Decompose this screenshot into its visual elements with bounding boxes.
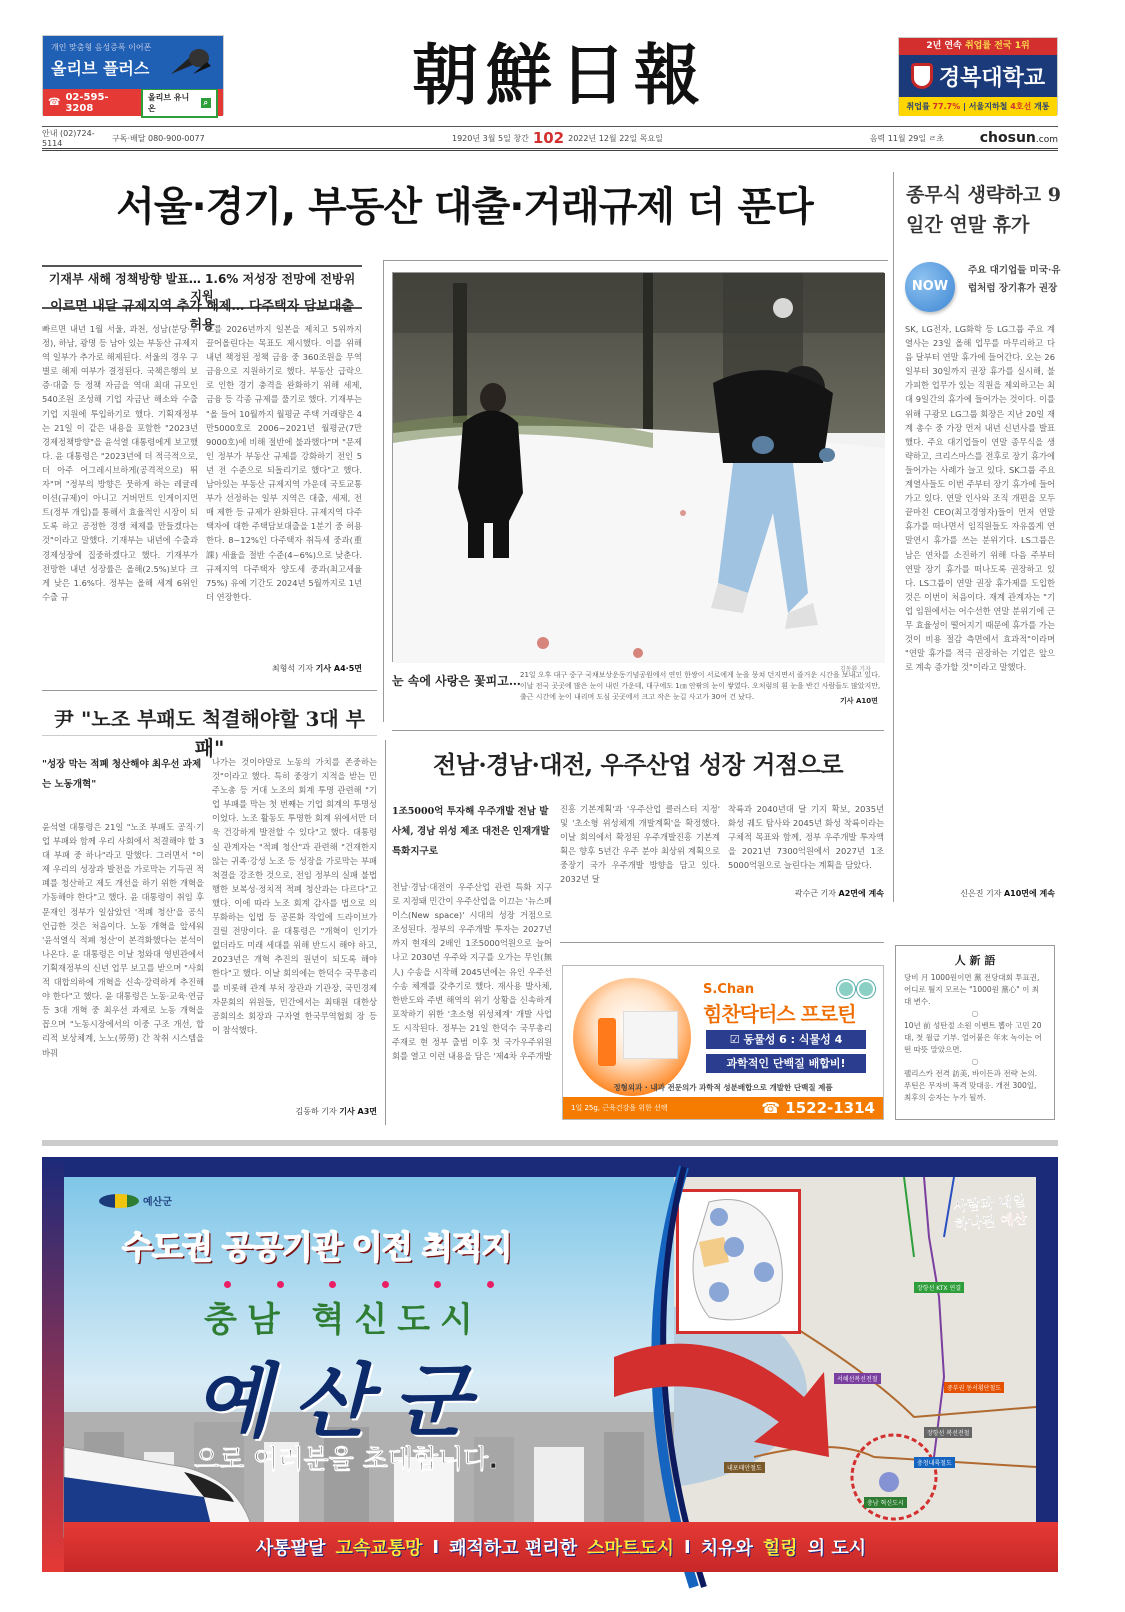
space-byline: 곽수근 기자 A2면에 계속 — [794, 889, 884, 898]
site-link[interactable]: chosun.com — [979, 130, 1058, 146]
section-rule-2 — [42, 735, 377, 736]
photo-caption-ref: 기사 A10면 — [840, 697, 878, 705]
ad-kyungbok-university[interactable] — [898, 37, 1058, 115]
certification-badges — [837, 980, 875, 998]
ad-headline-4: 으로 여러분을 초대합니다. — [194, 1445, 499, 1475]
space-body-col1: 전남·경남·대전이 우주산업 관련 특화 지구로 지정돼 민간이 우주산업을 이끄는 '뉴스페이스(New space)' 시대의 성장 거점으로 조성된다. 정부의 우주개발 투자는 2027년까지 현재의 2배인 1조5000억원으로 늘어나고 2030년 우주와 지구를 오가는 무인(無人) 수송을 시작해 2045년에는 유인 우주선 수송 체계를 갖추기로 했다. 재사용 발사체, 한반도와 주변 해역의 위기 상황을 신속하게 포착하기 위한 '초소형 위성체계' 개발 사업도 시작된다. 정부는 21일 한덕수 국무총리 주재로 현 정부 출범 이후 첫 국가우주위원회를 열고 이런 내용을 담은 '제4차 우주개발 — [392, 882, 552, 1062]
space-headline[interactable]: 전남·경남·대전, 우주산업 성장 거점으로 — [432, 750, 844, 779]
search-icon: ⌕ — [201, 98, 211, 108]
snow-photo — [392, 272, 884, 662]
ad-brand: 올리브 플러스 — [51, 59, 150, 78]
yesan-logo: 예산군 — [99, 1193, 172, 1208]
phone-icon: ☎ — [48, 97, 61, 108]
ad-feature-bar: 사통팔달 고속교통망 I 쾌적하고 편리한 스마트도시 I 치유와 힐링 의 도시 — [64, 1522, 1058, 1572]
ad-search-box[interactable] — [141, 88, 218, 118]
lead-headline[interactable]: 서울·경기, 부동산 대출·거래규제 더 푼다 — [116, 184, 813, 230]
protein-ratio: ☑ 동물성 6 : 식물성 4 — [706, 1030, 866, 1049]
side-subhead: 주요 대기업들 미국·유럽처럼 장기휴가 권장 — [968, 265, 1061, 294]
now-badge-icon: NOW — [905, 262, 955, 312]
protein-phone: ☎ 1522-1314 — [761, 1099, 875, 1117]
protein-brand: S.Chan — [703, 982, 755, 997]
info-phone: 안내 (02)724-5114 — [42, 129, 95, 148]
people-item-3: 팰리스카 전격 訪美, 바이든과 전략 논의. 푸틴은 무자비 폭격 맞대응. 개전 300일, 최후의 승자는 누가 될까. — [904, 1069, 1038, 1102]
masthead-double-rule — [42, 148, 1058, 152]
snow-scene-image — [393, 273, 885, 663]
map-label: 장항선 복선전철 — [924, 1427, 972, 1438]
map-label: 내포태안철도 — [724, 1462, 765, 1473]
protein-desc: 정형외과 · 내과 전문의가 과학적 성분배합으로 개발한 단백질 제품 — [613, 1083, 833, 1092]
photo-top-rule — [383, 260, 888, 261]
issue-number: 102 — [532, 129, 565, 147]
info-bar — [42, 130, 1058, 146]
issue-date: 2022년 12월 22일 목요일 — [568, 133, 663, 143]
ad-search-text: 올리브 유니온 — [147, 92, 190, 113]
map-label: 서해선복선전철 — [834, 1373, 881, 1384]
yoon-headline[interactable]: 尹 "노조 부패도 척결해야할 3대 부패" — [54, 707, 365, 760]
box-icon — [623, 1011, 678, 1059]
info-delivery: 구독·배달 080-900-0077 — [112, 133, 205, 143]
ad-rule — [560, 942, 884, 943]
map-labels-layer — [674, 1177, 1036, 1522]
ad-tagline: 개인 맞춤형 음성증폭 이어폰 — [51, 43, 152, 52]
people-separator-2: ○ — [971, 1057, 979, 1066]
yesan-slogan: 사람과 내일 하나된 예산 — [952, 1193, 1028, 1234]
phone-icon: ☎ — [761, 1099, 786, 1117]
space-body-col3: 착륙과 2040년대 달 기지 확보, 2035년 화성 궤도 탐사와 2045년 화성 착륙이라는 구체적 목표와 함께, 정부 우주개발 투자액을 2021년 7300억원에서 2027년 1조5000억원으로 늘린다는 계획을 담았다. — [728, 804, 884, 871]
yoon-subhead: "성장 막는 적폐 청산해야 최우선 과제는 노동개혁" — [42, 759, 202, 790]
people-item-1: 당비 月 1000원이면 黨 전당대회 투표권, 어디로 튈지 모르는 "1000원 黨心" 이 최대 변수. — [904, 973, 1040, 1006]
yoon-body-col1: 윤석열 대통령은 21일 "노조 부패도 공직·기업 부패와 함께 우리 사회에서 척결해야 할 3대 부패 중 하나"라고 말했다. 그러면서 "이제 우리의 성장과 발전을 가로막는 기득권 적폐를 청산하고 제도 개선을 하기 위한 개혁을 가동해야 한다"고 했다. 윤 대통령이 취임 후 문재인 정부가 일삼았던 '적폐 청산'을 공식 언급한 것은 처음이다. 노동 개혁을 앞세워 '윤석열식 적폐 청산'이 본격화했다는 분석이 나온다. 윤 대통령은 이날 청와대 영빈관에서 기획재정부의 신년 업무 보고를 받으며 "사회적 대합의하에 개혁을 신속·강력하게 추진해야 한다"고 했다. 윤 대통령은 노동·교육·연금 등 3대 개혁 중 최우선 과제로 노동 개혁을 꼽으며 "노동시장에서의 이중 구조 개선, 합리적 보상체계, 노노(勞勞) 간 착취 시스템을 바꿔 — [42, 822, 204, 1058]
map-label: 장항선 KTX 연결 — [914, 1282, 964, 1293]
check-icon: ☑ — [729, 1033, 744, 1046]
protein-footer: 1일 25g, 근육건강을 위한 선택 ☎ 1522-1314 — [563, 1097, 883, 1119]
county-emblem-icon — [99, 1194, 139, 1208]
ad-yesan-county[interactable] — [42, 1157, 1058, 1572]
side-divider — [893, 172, 894, 902]
photo-credit: 김동환 기자 — [840, 666, 871, 673]
newspaper-logo: 朝鮮日報 — [412, 36, 708, 114]
section-rule-3 — [392, 730, 884, 731]
map-label: 중부권 동서횡단철도 — [944, 1382, 1004, 1393]
lunar-date: 음력 11월 29일 ㄹ초 — [869, 133, 945, 143]
ad-headline-2: 충남 혁신도시 — [204, 1300, 483, 1340]
school-emblem-icon — [911, 63, 933, 89]
ad-headline-1: 수도권 공공기관 이전 최적지 — [122, 1228, 512, 1266]
earbud-icon — [167, 44, 215, 80]
column-people-box — [895, 945, 1055, 1120]
people-item-2: 10년 前 성탄절 소원 이벤트 뽑아 고민 20대, 첫 월급 기부. 얼어붙은 年末 녹이는 어떤 따뜻 말았으면. — [904, 1021, 1042, 1054]
lead-body-col1: 빠르면 내년 1월 서울, 과천, 성남(분당·수정), 하남, 광명 등 남아 있는 부동산 규제지역 일부가 추가로 해제된다. 서울의 경우 구별로 해제 여부가 결정된다. 국책은행의 보증·대출 등 정책 자금을 역대 최대 규모인 540조원 조성해 기업 자금난 해소와 수출 기업 지원에 투입하기로 했다. 기획재정부는 21일 이 같은 내용을 포함한 "2023년 경제정책방향"을 윤석열 대통령에게 보고했다. 윤 대통령은 "2023년에 더 적극적으로, 더 아주 어그레시브하게(공격적으로) 뛰자"며 "정부의 방향은 뭇하게 하는 레귤레이션(규제)이 아니고 거버먼트 인게이지먼트(정부 개입)를 통해서 효율적인 시장이 되도록 하고 공정한 경쟁 체제를 만들겠다는 것"이라고 말했다. 기재부는 내년에 수출과 경제성장에 집중하겠다고 했다. 기재부가 전망한 내년 성장률은 올해(2.5%)보다 크게 낮은 1.6%다. 정부는 올해 세계 6위인 수출 규 — [42, 324, 198, 602]
ad-phone: 02-595-3208 — [65, 91, 109, 114]
ad-ranking: 2년 연속 취업률 전국 1위 — [899, 38, 1057, 55]
column-divider — [383, 260, 384, 722]
ad-separator-bar — [42, 1140, 1058, 1146]
yoon-body-col2: 나가는 것이야말로 노동의 가치를 존중하는 것"이라고 했다. 특히 중장기 지적을 받는 민주노총 등 거대 노조의 회계 투명 관련해 "기업 부패를 막는 첫 번째는 기업 회계의 투명성이었다. 노조 활동도 투명한 회계 위에서만 더욱 건강하게 발전할 수 있다"고 했다. 대통령실 관계자는 "적폐 청산"과 관련해 "건재한지 않는 귀족·강성 노조 등 성장을 가로막는 부패 척결을 강조한 것으로, 전임 정부의 실패 불법행한 보복성·정치적 적폐 청산과는 다르다"고 했다. 이에 따라 노조 회계 감사를 법으로 의무화하는 입법 등 공론화 작업에 드라이브가 걸릴 전망이다. 윤 대통령은 "개혁이 인기가 없더라도 미래 세대를 위해 반드시 해야 하고, 2023년은 개혁 추진의 원년이 되도록 해야 한다"고 했다. 이날 회의에는 한덕수 국무총리를 비롯해 관계 부처 장관과 기관장, 국민경제자문회의 위원들, 민간에서는 최태원 대한상공회의소 회장과 구자열 한국무역협회 장 등이 참석했다. — [212, 757, 377, 1035]
ad-employment: 취업률 77.7% | 서울지하철 4호선 개통 — [899, 97, 1057, 116]
protein-claim: 과학적인 단백질 배합비! — [706, 1054, 866, 1073]
bottle-icon — [598, 1018, 616, 1066]
photo-caption-text: 21일 오후 대구 중구 국채보상운동기념공원에서 연인 한쌍이 서로에게 눈을 뭉쳐 던지면서 즐거운 시간을 보내고 있다. 이날 전국 곳곳에 많은 눈이 내린 가운데, 대구에도 1㎝ 안팎의 눈이 쌓였다. 오처럼의 흰 눈을 반긴 사람들도 많았지만, 출근 시간에 눈이 내리며 도심 곳곳에서 크고 작은 눈길 사고가 30여 건 났다. — [520, 671, 881, 701]
side-byline: 신은진 기자 A10면에 계속 — [960, 889, 1055, 898]
photo-caption-title: 눈 속에 사랑은 꽃피고… — [392, 674, 521, 688]
section-rule — [42, 690, 377, 691]
founded: 1920년 3월 5일 창간 — [452, 133, 529, 143]
emphasis-dots — [224, 1281, 494, 1288]
map-label: 충남 혁신도시 — [864, 1497, 907, 1508]
column-divider-2 — [385, 740, 386, 1125]
side-headline[interactable]: 종무식 생략하고 9일간 연말 휴가 — [906, 184, 1061, 236]
lead-subhead-1: 기재부 새해 정책방향 발표… 1.6% 저성장 전망에 전방위 지원 — [42, 265, 362, 309]
protein-title: 힘찬닥터스 프로틴 — [703, 1002, 856, 1026]
lead-subhead-2: 이르면 내달 규제지역 추가 해제… 다주택자 담보대출 허용 — [50, 299, 354, 333]
people-separator-1: ○ — [971, 1009, 979, 1018]
space-subhead: 1조5000억 투자해 우주개발 전남 발사체, 경남 위성 제조 대전은 인재개발 특화지구로 — [392, 806, 550, 857]
ad-olive-plus[interactable] — [42, 35, 224, 115]
lead-body-col2: 모를 2026년까지 일본을 제치고 5위까지 끌어올린다는 목표도 제시했다. 이를 위해 내년 책정된 정책 금융 중 360조원을 무역 금융으로 지원하기로 했다. 부동산 급락으로 인한 경기 충격을 완화하기 위해 세제, 금융 등 각종 규제를 풀기로 했다. 기재부는 "올 들어 10월까지 월평균 주택 거래량은 4만5000호로 2006~2021년 월평균(7만9000호)에 비해 절반에 불과했다"며 "문제인 정부가 부동산 규제를 강화하기 전인 5년 전 수준으로 되돌리기로 했다"고 했다. 남아있는 부동산 규제지역 가운데 국토교통부가 선정하는 일부 지역은 대출, 세제, 전매 제한 등 규제가 완화된다. 규제지역 다주택자에 대한 주택담보대출을 1분기 중 허용한다. 8~12%인 다주택자 취득세 중과(重課) 세율을 절반 수준(4~6%)으로 낮춘다. 규제지역 다주택자 양도세 중과(최고세율 75%) 유예 기간도 2024년 5월까지로 1년 더 연장한다. — [206, 324, 362, 602]
yoon-byline: 김동하 기자 기사 A3면 — [295, 1107, 377, 1116]
masthead-rule — [42, 126, 1058, 127]
ad-protein[interactable] — [562, 965, 884, 1120]
side-body: SK, LG전자, LG화학 등 LG그룹 주요 계열사는 23일 올해 업무를 마무리하고 다음 달부터 연말 휴가에 들어간다. 오는 26일부터 30일까지 권장 휴가를 실시해, 불가피한 업무가 있는 직원을 제외하고는 최대 9일간의 휴가에 들어가는 것이다. 이를 위해 구광모 LG그룹 회장은 지난 20일 재계 총수 중 가장 먼저 내년 신년사를 발표했다. 주요 대기업들이 연말 종무식을 생략하고, 크리스마스를 전후로 장기 휴가에 들어가는 사례가 늘고 있다. SK그룹 주요 계열사들도 이번 주부터 장기 휴가에 들어가고 있다. 연말 인사와 조직 개편을 모두 끝마친 CEO(최고경영자)들이 먼저 연말 휴가를 떠나면서 임직원들도 자유롭게 연말연시 휴가를 쓰는 분위기다. LS그룹은 남은 연차를 소진하기 위해 다음 주부터 연말 장기 휴가를 떠나도록 권장하고 있다. LS그룹이 연말 권장 휴가제를 도입한 것은 이번이 처음이다. 재계 관계자는 "기업 임원에서는 어수선한 연말 분위기에 근무 효율성이 떨어지기 때문에 휴가를 가는 것이 비용 절감 측면에서 효과적"이라며 "연말 휴가를 적극 권장하는 기업은 앞으로 계속 증가할 것"이라고 말했다. — [905, 324, 1055, 673]
space-body-col2: 진흥 기본계획'과 '우주산업 클러스터 지정' 및 '초소형 위성체계 개발계획'을 확정했다. 이날 회의에서 확정된 우주개발진흥 기본계획은 향후 5년간 우주 분야 최상위 계획으로 중장기 국가 우주개발 방향을 담고 있다. 2032년 달 — [560, 804, 720, 885]
ad-headline-3: 예산군 — [194, 1355, 492, 1448]
people-box-title: 人 新 語 — [954, 954, 996, 967]
school-name: 경복대학교 — [938, 65, 1046, 91]
map-label: 충청내륙철도 — [914, 1457, 955, 1468]
lead-byline: 최형석 기자 기사 A4·5면 — [271, 664, 362, 673]
